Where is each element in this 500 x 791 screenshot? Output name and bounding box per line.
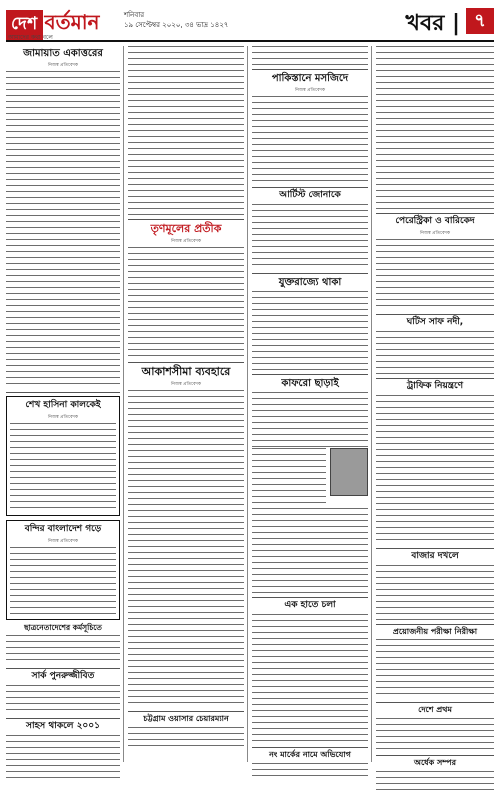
- article-headline: ঘটিস সাফ নদী,: [406, 316, 464, 327]
- column-divider: [247, 46, 248, 762]
- article-divider: [128, 362, 244, 363]
- article-divider: [6, 718, 120, 719]
- article-body: [128, 727, 244, 751]
- article-body: [128, 390, 244, 708]
- article-box: [6, 396, 120, 516]
- article-byline: নিজস্ব প্রতিবেদক: [170, 239, 202, 245]
- article-headline: চট্টগ্রাম ওয়াসার চেয়ারম্যান: [143, 714, 229, 724]
- article-body: [10, 423, 116, 513]
- article-body: [252, 291, 368, 371]
- article-body: [252, 46, 368, 66]
- article-body: [128, 46, 244, 216]
- article-headline: আকাশসীমা ব্যবহারে: [141, 365, 231, 379]
- article-body: [252, 96, 368, 184]
- article-divider: [376, 548, 494, 549]
- news-photo: [330, 448, 368, 496]
- masthead-logo-red: দেশ: [6, 10, 43, 40]
- article-headline: এক হাতে চলা: [284, 599, 336, 610]
- article-body: [376, 239, 494, 311]
- article-byline: নিজস্ব প্রতিবেদক: [419, 230, 451, 236]
- article-body: [252, 392, 368, 448]
- article-headline: পেরেস্ট্রিকা ও বারিকেদ: [395, 216, 475, 226]
- column-1: [6, 46, 120, 779]
- article-body: [252, 448, 326, 508]
- dateline: [124, 10, 228, 30]
- article-divider: [6, 392, 120, 393]
- article-body: [376, 331, 494, 375]
- article-body: [6, 71, 120, 389]
- article-headline: ছাত্রনেতাদেশের কর্মসূচিতে: [24, 622, 102, 632]
- article-divider: [252, 374, 368, 375]
- article-body: [6, 685, 120, 715]
- article-divider: [252, 69, 368, 70]
- article-body: [376, 46, 494, 210]
- article-body: [10, 547, 116, 617]
- masthead-logo-word: বর্তমান: [44, 10, 100, 34]
- article-with-image: [252, 448, 368, 508]
- article-body: [128, 247, 244, 359]
- column-divider: [371, 46, 372, 762]
- article-body: [252, 508, 368, 594]
- article-box: [6, 520, 120, 620]
- article-headline: যুক্তরাজ্যে থাকা: [278, 276, 342, 288]
- section-title: খবর |: [405, 11, 460, 36]
- article-body: [376, 718, 494, 752]
- article-divider: [128, 219, 244, 220]
- article-divider: [252, 597, 368, 598]
- article-divider: [252, 187, 368, 188]
- article-headline: সার্ক পুনরুজ্জীবিত: [31, 671, 95, 682]
- dateline-day: শনিবার: [124, 11, 145, 19]
- column-divider: [123, 46, 124, 762]
- article-byline: নিজস্ব প্রতিবেদক: [47, 538, 79, 544]
- article-headline: সাহস থাকলে ২০০১: [26, 720, 100, 731]
- article-divider: [6, 668, 120, 669]
- article-divider: [376, 213, 494, 214]
- article-headline: আর্টিস্ট জোনাকে: [279, 190, 341, 200]
- page-header: [6, 6, 494, 42]
- column-2: [128, 46, 244, 751]
- article-body: [6, 635, 120, 665]
- article-body: [252, 614, 368, 744]
- article-headline: শেখ হাসিনা কালকেই: [25, 400, 101, 410]
- article-headline: পাকিস্তানে মসজিদে: [271, 73, 349, 84]
- article-body: [376, 771, 494, 791]
- article-headline: নং মার্কের নামে অভিযোগ: [269, 749, 351, 759]
- article-divider: [376, 378, 494, 379]
- article-divider: [376, 702, 494, 703]
- article-byline: নিজস্ব প্রতিবেদক: [170, 382, 202, 388]
- article-divider: [376, 755, 494, 756]
- article-divider: [252, 747, 368, 748]
- article-headline: জামায়াত একাত্তরের: [23, 48, 103, 59]
- article-headline: দেশে প্রথম: [418, 705, 452, 715]
- article-body: [6, 735, 120, 779]
- article-headline: কাফরো ছাড়াই: [281, 377, 339, 389]
- article-headline: বন্দির বাংলাদেশ গড়ে: [24, 523, 102, 534]
- article-byline: নিজস্ব প্রতিবেদক: [47, 63, 79, 68]
- article-divider: [128, 711, 244, 712]
- article-byline: নিজস্ব প্রতিবেদক: [294, 88, 326, 93]
- article-body: [376, 639, 494, 699]
- article-body: [376, 565, 494, 621]
- masthead-tagline: আমাদের কথা বলে: [8, 34, 53, 41]
- dateline-date: ১৯ সেপ্টেম্বর ২০২০, ৩৪ ভাদ্র ১৪২৭: [124, 21, 229, 29]
- article-divider: [252, 273, 368, 274]
- article-body: [376, 395, 494, 545]
- page-number: ৭: [466, 8, 494, 34]
- article-headline: বাজার দখলে: [411, 550, 459, 561]
- article-body: [252, 763, 368, 779]
- article-divider: [376, 624, 494, 625]
- column-3: [252, 46, 368, 779]
- article-body: [252, 204, 368, 270]
- article-headline: তৃণমূলের প্রতীক: [150, 222, 222, 235]
- article-byline: নিজস্ব প্রতিবেদক: [47, 414, 79, 420]
- article-divider: [376, 314, 494, 315]
- article-headline: প্রয়োজনীয় পরীক্ষা নিরীক্ষা: [392, 626, 478, 636]
- column-4: [376, 46, 494, 791]
- article-headline: অর্ধেক সম্পর: [414, 758, 456, 768]
- article-headline: ট্রাফিক নিয়ন্ত্রণে: [406, 380, 464, 391]
